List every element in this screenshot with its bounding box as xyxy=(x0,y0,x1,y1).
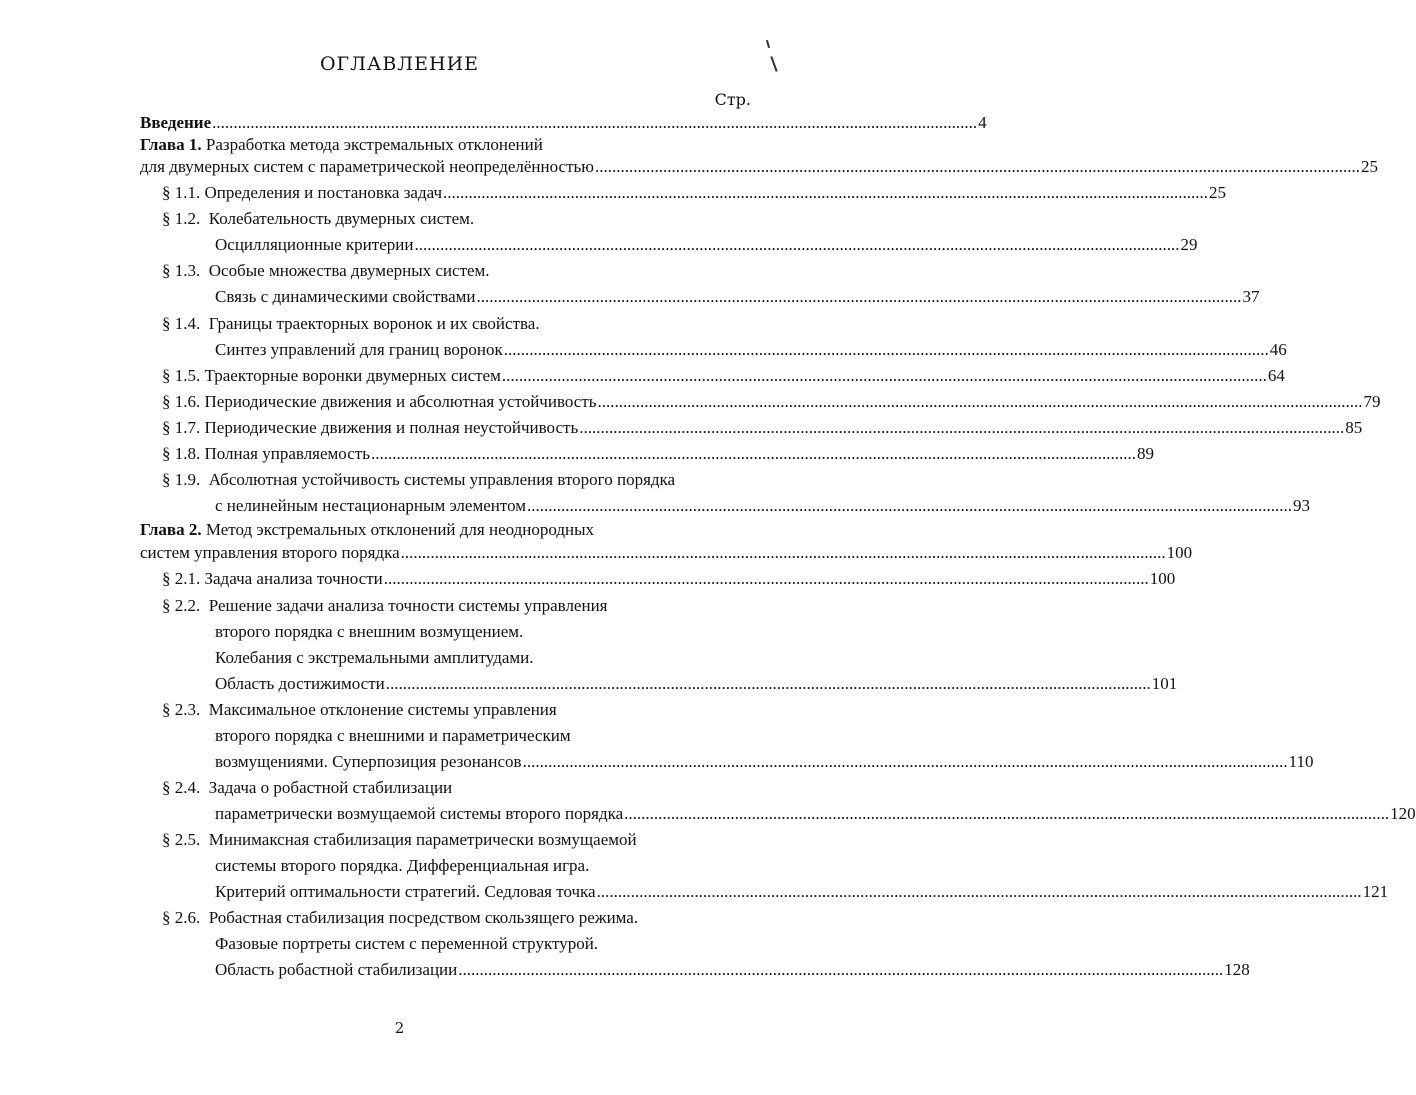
toc-entry-2-2-line2 xyxy=(215,620,523,644)
toc-entry-title: Задача анализа точности xyxy=(204,569,383,588)
toc-entry-intro[interactable] xyxy=(140,111,987,135)
toc-entry-2-5[interactable] xyxy=(215,880,1389,904)
toc-entry-page: 128 xyxy=(1224,960,1250,979)
toc-entry-2-6-line1[interactable] xyxy=(162,906,638,930)
toc-section-number: § 1.6. xyxy=(162,392,201,411)
toc-entry-2-5-line1[interactable] xyxy=(162,828,637,852)
toc-entry-title: Определения и постановка задач xyxy=(204,183,443,202)
toc-section-number: § 1.4. xyxy=(162,314,201,333)
toc-entry-title-cont: Колебания с экстремальными амплитудами. xyxy=(215,648,534,667)
toc-entry-page: 46 xyxy=(1269,340,1287,359)
toc-entry-page: 4 xyxy=(978,113,987,132)
toc-entry-1-8[interactable] xyxy=(162,442,1154,466)
toc-leader-dots: .................................................................................................................................................................................... xyxy=(597,392,1363,411)
toc-entry-title-cont: второго порядка с внешним возмущением. xyxy=(215,622,524,641)
toc-entry-page: 85 xyxy=(1345,418,1363,437)
toc-leader-dots: .................................................................................................................................................................................... xyxy=(596,882,1362,901)
toc-leader-dots: .................................................................................................................................................................................... xyxy=(527,496,1293,515)
toc-entry-title-cont: Синтез управлений для границ воронок xyxy=(215,340,503,359)
toc-leader-dots: .................................................................................................................................................................................... xyxy=(503,340,1269,359)
toc-chapter-number: Глава 2. xyxy=(140,520,202,539)
toc-entry-title-cont: Область робастной стабилизации xyxy=(215,960,458,979)
toc-entry-page: 25 xyxy=(1209,183,1227,202)
toc-chapter-heading[interactable] xyxy=(140,518,594,542)
toc-section-number: § 1.7. xyxy=(162,418,201,437)
page-column-label: Стр. xyxy=(714,90,751,109)
toc-entry-title-cont: Осцилляционные критерии xyxy=(215,235,414,254)
toc-entry-2-2[interactable] xyxy=(215,672,1178,696)
toc-entry-title: Решение задачи анализа точности системы управления xyxy=(208,596,608,615)
toc-leader-dots: .................................................................................................................................................................................... xyxy=(212,113,978,132)
toc-entry-title: Периодические движения и абсолютная устойчивость xyxy=(204,392,597,411)
toc-entry-1-2[interactable] xyxy=(215,233,1198,257)
toc-entry-1-6[interactable] xyxy=(162,390,1381,414)
toc-entry-title-cont: Фазовые портреты систем с переменной структурой. xyxy=(215,934,599,953)
toc-section-number: § 1.2. xyxy=(162,209,201,228)
toc-entry-2-2-line1[interactable] xyxy=(162,594,608,618)
toc-entry-page: 100 xyxy=(1149,569,1176,588)
toc-leader-dots: .................................................................................................................................................................................... xyxy=(370,444,1136,463)
toc-entry-title-cont: параметрически возмущаемой системы второго порядка xyxy=(215,804,624,823)
toc-entry-title: Робастная стабилизация посредством скользящего режима. xyxy=(208,908,639,927)
toc-entry-2-6-line2 xyxy=(215,932,598,956)
toc-entry-title-cont: с нелинейным нестационарным элементом xyxy=(215,496,527,515)
toc-entry-page: 110 xyxy=(1288,752,1314,771)
toc-entry-title-cont: второго порядка с внешними и параметрическим xyxy=(215,726,571,745)
toc-entry-title: Траекторные воронки двумерных систем xyxy=(204,366,501,385)
toc-entry-1-1[interactable] xyxy=(162,181,1227,205)
toc-entry-1-9[interactable] xyxy=(215,494,1311,518)
toc-leader-dots: .................................................................................................................................................................................... xyxy=(594,157,1360,176)
toc-entry-page: 64 xyxy=(1267,366,1285,385)
toc-entry-title-cont: Критерий оптимальности стратегий. Седловая точка xyxy=(215,882,596,901)
toc-leader-dots: .................................................................................................................................................................................... xyxy=(476,287,1242,306)
page-number: 2 xyxy=(394,1019,405,1037)
toc-entry-title-cont: для двумерных систем с параметрической неопределённостью xyxy=(140,157,594,176)
toc-chapter-heading[interactable] xyxy=(140,133,543,157)
toc-entry-1-4-line1[interactable] xyxy=(162,312,540,336)
toc-entry-2-5-line2 xyxy=(215,854,589,878)
toc-entry-1-2-line1[interactable] xyxy=(162,207,474,231)
toc-entry-title-cont: систем управления второго порядка xyxy=(140,543,400,562)
toc-entry-title: Максимальное отклонение системы управления xyxy=(208,700,557,719)
toc-leader-dots: .................................................................................................................................................................................... xyxy=(443,183,1209,202)
toc-section-number: § 2.5. xyxy=(162,830,201,849)
toc-section-number: § 1.3. xyxy=(162,261,201,280)
toc-entry-page: 93 xyxy=(1293,496,1311,515)
toc-entry-title: Абсолютная устойчивость системы управления второго порядка xyxy=(208,470,676,489)
toc-entry-2-2-line3 xyxy=(215,646,534,670)
toc-entry-1-5[interactable] xyxy=(162,364,1285,388)
toc-entry-page: 79 xyxy=(1363,392,1381,411)
toc-entry-chapter-2[interactable] xyxy=(140,541,1193,565)
toc-section-number: § 2.3. xyxy=(162,700,201,719)
toc-entry-2-3-line1[interactable] xyxy=(162,698,557,722)
toc-leader-dots: .................................................................................................................................................................................... xyxy=(400,543,1166,562)
toc-entry-2-3-line2 xyxy=(215,724,571,748)
toc-entry-title: Границы траекторных воронок и их свойства. xyxy=(208,314,540,333)
toc-leader-dots: .................................................................................................................................................................................... xyxy=(579,418,1345,437)
toc-entry-title-cont: Связь с динамическими свойствами xyxy=(215,287,476,306)
toc-leader-dots: .................................................................................................................................................................................... xyxy=(383,569,1149,588)
toc-leader-dots: .................................................................................................................................................................................... xyxy=(414,235,1180,254)
toc-entry-title: Введение xyxy=(140,113,212,132)
toc-entry-page: 120 xyxy=(1390,804,1416,823)
toc-entry-title: Метод экстремальных отклонений для неоднородных xyxy=(205,520,595,539)
toc-entry-1-9-line1[interactable] xyxy=(162,468,675,492)
toc-entry-page: 25 xyxy=(1360,157,1378,176)
toc-entry-title: Задача о робастной стабилизации xyxy=(208,778,453,797)
toc-entry-page: 89 xyxy=(1136,444,1154,463)
toc-entry-2-1[interactable] xyxy=(162,567,1176,591)
toc-entry-title-cont: Область достижимости xyxy=(215,674,385,693)
toc-section-number: § 1.9. xyxy=(162,470,201,489)
toc-section-number: § 1.8. xyxy=(162,444,201,463)
toc-entry-page: 100 xyxy=(1166,543,1193,562)
toc-entry-chapter-1[interactable] xyxy=(140,155,1378,179)
toc-entry-1-4[interactable] xyxy=(215,338,1287,362)
toc-leader-dots: .................................................................................................................................................................................... xyxy=(458,960,1224,979)
toc-entry-title: Полная управляемость xyxy=(204,444,370,463)
toc-entry-1-3-line1[interactable] xyxy=(162,259,490,283)
toc-section-number: § 2.6. xyxy=(162,908,201,927)
toc-entry-1-7[interactable] xyxy=(162,416,1363,440)
toc-chapter-number: Глава 1. xyxy=(140,135,202,154)
toc-entry-page: 29 xyxy=(1180,235,1198,254)
toc-section-number: § 2.2. xyxy=(162,596,201,615)
toc-entry-page: 121 xyxy=(1362,882,1389,901)
page-title: ОГЛАВЛЕНИЕ xyxy=(319,53,480,75)
toc-entry-title-cont: возмущениями. Суперпозиция резонансов xyxy=(215,752,522,771)
toc-entry-page: 37 xyxy=(1242,287,1260,306)
toc-entry-2-4-line1[interactable] xyxy=(162,776,452,800)
toc-leader-dots: .................................................................................................................................................................................... xyxy=(385,674,1151,693)
toc-entry-title: Периодические движения и полная неустойчивость xyxy=(204,418,579,437)
toc-entry-2-3[interactable] xyxy=(215,750,1314,774)
toc-leader-dots: .................................................................................................................................................................................... xyxy=(501,366,1267,385)
toc-entry-title: Особые множества двумерных систем. xyxy=(208,261,490,280)
toc-leader-dots: .................................................................................................................................................................................... xyxy=(624,804,1390,823)
toc-entry-title: Минимаксная стабилизация параметрически возмущаемой xyxy=(208,830,637,849)
toc-section-number: § 2.4. xyxy=(162,778,201,797)
toc-entry-page: 101 xyxy=(1151,674,1178,693)
toc-entry-title: Колебательность двумерных систем. xyxy=(208,209,475,228)
toc-entry-2-4[interactable] xyxy=(215,802,1416,826)
toc-section-number: § 1.1. xyxy=(162,183,201,202)
toc-entry-1-3[interactable] xyxy=(215,285,1260,309)
toc-entry-title-cont: системы второго порядка. Дифференциальная игра. xyxy=(215,856,590,875)
toc-entry-title: Разработка метода экстремальных отклонений xyxy=(205,135,543,154)
toc-entry-2-6[interactable] xyxy=(215,958,1250,982)
toc-leader-dots: .................................................................................................................................................................................... xyxy=(522,752,1288,771)
toc-section-number: § 1.5. xyxy=(162,366,201,385)
toc-section-number: § 2.1. xyxy=(162,569,201,588)
